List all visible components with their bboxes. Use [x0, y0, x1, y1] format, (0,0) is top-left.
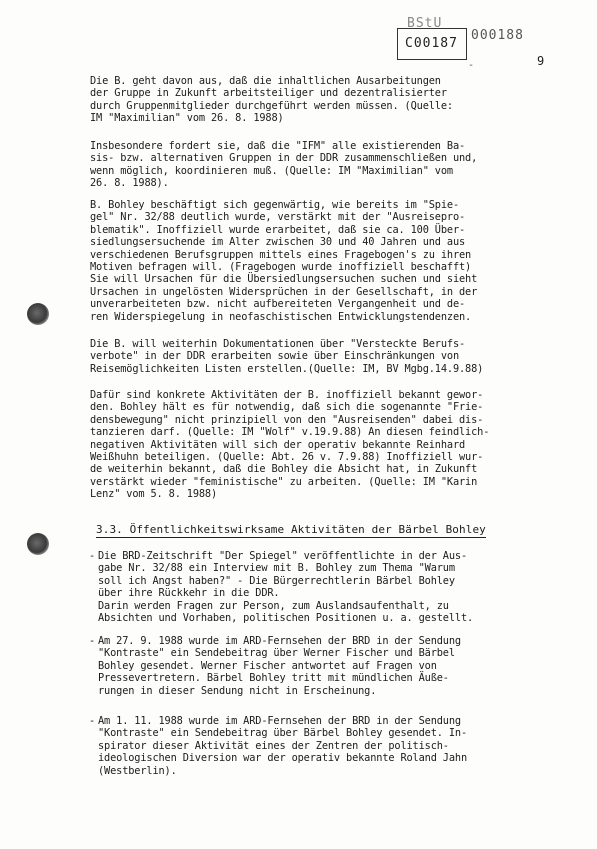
bullet-item-3: Am 1. 11. 1988 wurde im ARD-Fernsehen der BRD in der Sendung "Kontraste" ein Sendebeitrag über Bärbel Bohley gesendet. In- spirator dieser Aktivität eines der Zentren der politisch- ideologischen Diversion war der operativ bekannte Roland Jahn (Westberlin). [98, 715, 468, 777]
bullet-item-1: Die BRD-Zeitschrift "Der Spiegel" veröffentlichte in der Aus- gabe Nr. 32/88 ein Interview mit B. Bohley zum Thema "Warum soll ich Angst haben?" - Die Bürgerrechtlerin Bärbel Bohley über ihre Rückkehr in die DDR. Darin werden Fragen zur Person, zum Auslandsaufenthalt, zu Absichten und Vorhaben, politischen Positionen u. a. gestellt. [98, 550, 474, 625]
header-dash: - [468, 60, 475, 71]
punch-hole-bottom [27, 533, 49, 555]
paragraph-4: Die B. will weiterhin Dokumentationen über "Versteckte Berufs- verbote" in der DDR erarbeiten sowie über Einschränkungen von Reisemöglichkeiten Listen erstellen.(Quelle: IM, BV Mgbg.14.9.88) [90, 338, 484, 375]
stamp-faint-label: BStU [407, 16, 443, 31]
paragraph-1: Die B. geht davon aus, daß die inhaltlichen Ausarbeitungen der Gruppe in Zukunft arbeitsteiliger und dezentralisierter durch Gruppenmitglieder durchgeführt werden müssen. (Quelle: IM "Maximilian" vom 26. 8. 1988) [90, 75, 453, 125]
paragraph-2: Insbesondere fordert sie, daß die "IFM" alle existierenden Ba- sis- bzw. alternativen Gruppen in der DDR zusammenschließen und, wenn möglich, koordinieren muß. (Quelle: IM "Maximilian" vom 26. 8. 1988). [90, 140, 478, 190]
bullet-dash-3: - [89, 715, 96, 727]
bullet-dash-2: - [89, 635, 96, 647]
stamp-number: C00187 [405, 36, 458, 51]
page-number: 9 [537, 54, 545, 68]
bullet-dash-1: - [89, 550, 96, 562]
section-heading: 3.3. Öffentlichkeitswirksame Aktivitäten der Bärbel Bohley [96, 523, 486, 536]
paragraph-3: B. Bohley beschäftigt sich gegenwärtig, wie bereits im "Spie- gel" Nr. 32/88 deutlich wurde, verstärkt mit der "Ausreisepro- blematik". Inoffiziell wurde erarbeitet, daß sie ca. 100 Über- siedlungsersuchende im Alter zwischen 30 und 40 Jahren und aus verschiedenen Berufsgruppen mittels eines Fragebogen's zu ihren Motiven befragen will. (Fragebogen wurde inoffiziell beschafft) Sie will Ursachen für die Übersiedlungsersuchen suchen und sieht Ursachen in ungelösten Widersprüchen in der Gesellschaft, in der unverarbeiteten bzw. nicht aufbereiteten Vergangenheit und de- ren Widerspiegelung in neofaschistischen Entwicklungstendenzen. [90, 199, 478, 323]
bullet-item-2: Am 27. 9. 1988 wurde im ARD-Fernsehen der BRD in der Sendung "Kontraste" ein Sendebeitrag über Werner Fischer und Bärbel Bohley gesendet. Werner Fischer antwortet auf Fragen von Pressevertretern. Bärbel Bohley tritt mit mündlichen Äuße- rungen in dieser Sendung nicht in Erscheinung. [98, 635, 461, 697]
paragraph-5: Dafür sind konkrete Aktivitäten der B. inoffiziell bekannt gewor- den. Bohley hält es für notwendig, daß sich die sogenannte "Frie- densbewegung" nicht prinzipiell von den "Ausreisenden" dabei dis- tanzieren darf. (Quelle: IM "Wolf" v.19.9.88) An diesen feindlich- negativen Aktivitäten will sich der operativ bekannte Reinhard Weißhuhn beteiligen. (Quelle: Abt. 26 v. 7.9.88) Inoffiziell wur- de weiterhin bekannt, daß die Bohley die Absicht hat, in Zukunft verstärkt wieder "feministische" zu arbeiten. (Quelle: IM "Karin Lenz" vom 5. 8. 1988) [90, 389, 490, 501]
punch-hole-top [27, 303, 49, 325]
stamp-right-number: 000188 [471, 28, 524, 43]
archive-stamp [397, 16, 524, 62]
